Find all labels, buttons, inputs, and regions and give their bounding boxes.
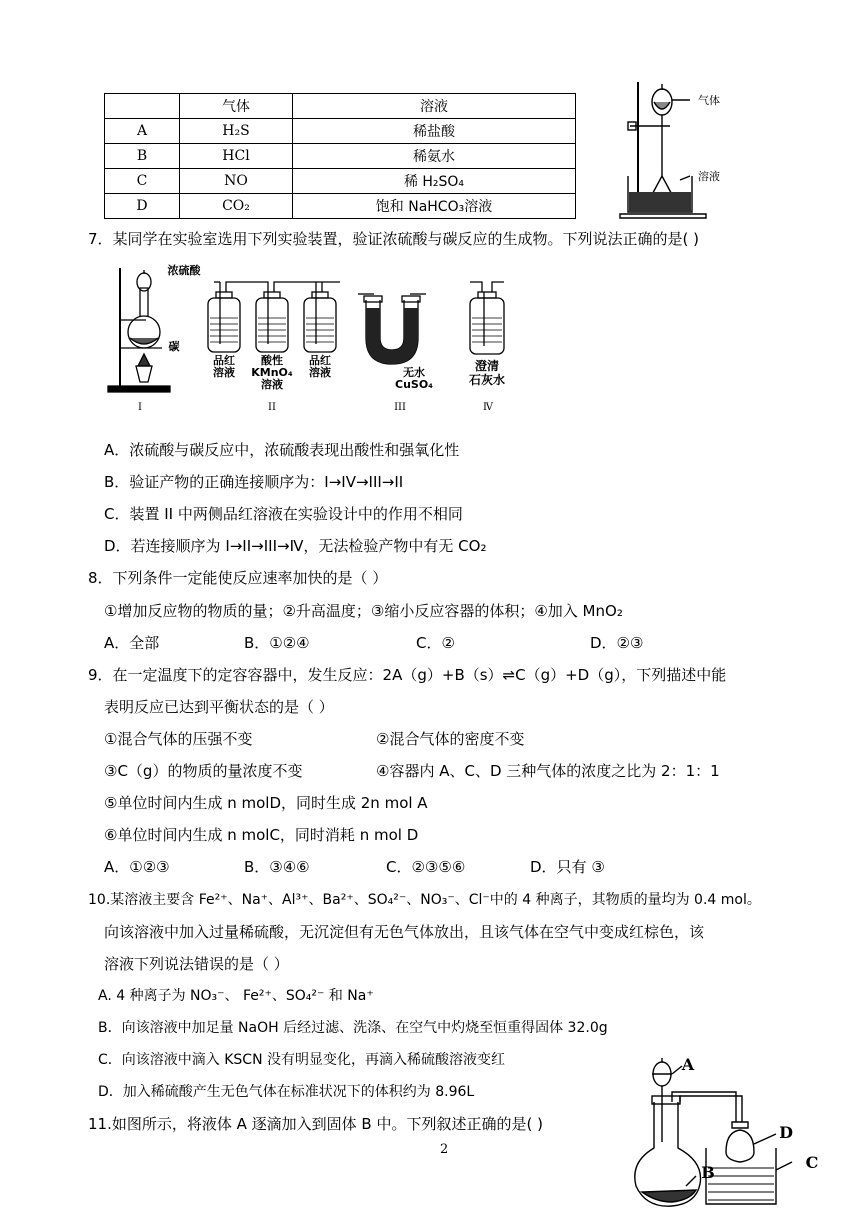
device-number: III (394, 402, 406, 413)
gas-solution-table (104, 93, 576, 219)
q9-statement-4: ④容器内 A、C、D 三种气体的浓度之比为 2：1：1 (376, 762, 720, 780)
q8-option-b: B．①②④ (244, 634, 310, 652)
bottle1-label-line: 溶液 (213, 366, 235, 379)
q8-option-c: C．② (416, 634, 455, 652)
q7-apparatus-figure (100, 258, 520, 422)
q9-statement-6: ⑥单位时间内生成 n molC，同时消耗 n mol D (104, 826, 419, 844)
q10-option-a: A. 4 种离子为 NO₃⁻、 Fe²⁺、SO₄²⁻ 和 Na⁺ (98, 988, 374, 1004)
carbon-label: 碳 (168, 340, 180, 353)
bottle3-label-line: 溶液 (309, 366, 331, 379)
table-cell: 稀氨水 (293, 144, 576, 169)
q10-option-c: C．向该溶液中滴入 KSCN 没有明显变化，再滴入稀硫酸溶液变红 (98, 1052, 505, 1068)
q9-option-c: C．②③⑤⑥ (386, 858, 466, 876)
conc-sulfuric-acid-label: 浓硫酸 (167, 264, 201, 277)
bottle3-label (309, 353, 331, 379)
q9-option-d: D．只有 ③ (530, 858, 605, 876)
table-row (105, 119, 576, 144)
bottle1-label (213, 353, 235, 379)
bottle2-label-line: 溶液 (261, 378, 283, 391)
table-cell: B (105, 144, 180, 169)
q9-statement-2: ②混合气体的密度不变 (376, 730, 525, 748)
limewater-label-1: 澄清 (474, 359, 500, 373)
bottle2-label (251, 353, 293, 391)
device-number: Ⅳ (483, 402, 493, 413)
q10-stem-line1: 10.某溶液主要含 Fe²⁺、Na⁺、Al³⁺、Ba²⁺、SO₄²⁻、NO₃⁻、Cl⁻中的 4 种离子，其物质的量均为 0.4 mol。 (88, 892, 761, 908)
table-header-cell: 溶液 (293, 94, 576, 119)
gas-label: 气体 (698, 94, 720, 107)
gas-absorption-apparatus-figure (618, 80, 730, 220)
label-b: B (701, 1163, 715, 1182)
table-cell: D (105, 194, 180, 219)
q7-stem: 7．某同学在实验室选用下列实验装置，验证浓硫酸与碳反应的生成物。下列说法正确的是( ) (88, 230, 700, 248)
table-cell: CO₂ (180, 194, 293, 219)
table-header-cell (105, 94, 180, 119)
q9-option-b: B．③④⑥ (244, 858, 310, 876)
q9-statement-5: ⑤单位时间内生成 n molD，同时生成 2n mol A (104, 794, 428, 812)
q9-statement-1: ①混合气体的压强不变 (104, 730, 253, 748)
q11-stem: 11.如图所示，将液体 A 逐滴加入到固体 B 中。下列叙述正确的是( ) (88, 1115, 543, 1133)
label-c: C (805, 1153, 819, 1172)
table-cell: H₂S (180, 119, 293, 144)
table-cell: C (105, 169, 180, 194)
q9-stem-line1: 9．在一定温度下的定容容器中，发生反应：2A（g）+B（s）⇌C（g）+D（g），下列描述中能 (88, 666, 727, 684)
table-cell: A (105, 119, 180, 144)
limewater-label-2: 石灰水 (468, 373, 506, 387)
device-number: I (138, 402, 142, 413)
q10-option-d: D．加入稀硫酸产生无色气体在标准状况下的体积约为 8.96L (98, 1084, 475, 1100)
label-d: D (779, 1123, 793, 1142)
bottle2-label-line: 酸性 (261, 354, 283, 367)
q7-option-a: A．浓硫酸与碳反应中，浓硫酸表现出酸性和强氧化性 (104, 441, 460, 459)
device-number: II (268, 402, 276, 413)
table-row (105, 169, 576, 194)
q9-stem-line2: 表明反应已达到平衡状态的是（ ） (104, 698, 334, 716)
table-cell: 稀盐酸 (293, 119, 576, 144)
q7-option-c: C．装置 II 中两侧品红溶液在实验设计中的作用不相同 (104, 505, 463, 523)
label-a: A (681, 1055, 695, 1074)
table-header-cell: 气体 (180, 94, 293, 119)
q8-option-d: D．②③ (590, 634, 644, 652)
q7-option-d: D．若连接顺序为 I→II→III→Ⅳ，无法检验产物中有无 CO₂ (104, 537, 487, 555)
q10-option-b: B．向该溶液中加足量 NaOH 后经过滤、洗涤、在空气中灼烧至恒重得固体 32.0g (98, 1020, 608, 1036)
table-cell: HCl (180, 144, 293, 169)
q8-stem: 8．下列条件一定能使反应速率加快的是（ ） (88, 569, 388, 587)
q9-statement-3: ③C（g）的物质的量浓度不变 (104, 762, 303, 780)
bottle2-label-line: KMnO₄ (251, 366, 293, 379)
bottle1-label-line: 品红 (213, 354, 235, 367)
table-row (105, 144, 576, 169)
q7-option-b: B．验证产物的正确连接顺序为：I→IV→III→II (104, 473, 404, 491)
q10-stem-line3: 溶液下列说法错误的是（ ） (104, 955, 289, 973)
q10-stem-line2: 向该溶液中加入过量稀硫酸，无沉淀但有无色气体放出，且该气体在空气中变成红棕色，该 (104, 923, 705, 941)
q11-apparatus-figure (626, 1052, 826, 1212)
table-row (105, 194, 576, 219)
table-cell: 饱和 NaHCO₃溶液 (293, 194, 576, 219)
anhydrous-label: 无水 (403, 366, 425, 379)
table-header-row (105, 94, 576, 119)
q8-option-a: A．全部 (104, 634, 160, 652)
q9-option-a: A．①②③ (104, 858, 170, 876)
page-number: 2 (440, 1142, 449, 1157)
table-cell: NO (180, 169, 293, 194)
bottle3-label-line: 品红 (309, 354, 331, 367)
solution-label: 溶液 (698, 170, 720, 183)
q8-conditions: ①增加反应物的物质的量；②升高温度；③缩小反应容器的体积；④加入 MnO₂ (104, 602, 623, 620)
table-cell: 稀 H₂SO₄ (293, 169, 576, 194)
cuso4-label: CuSO₄ (395, 378, 433, 391)
